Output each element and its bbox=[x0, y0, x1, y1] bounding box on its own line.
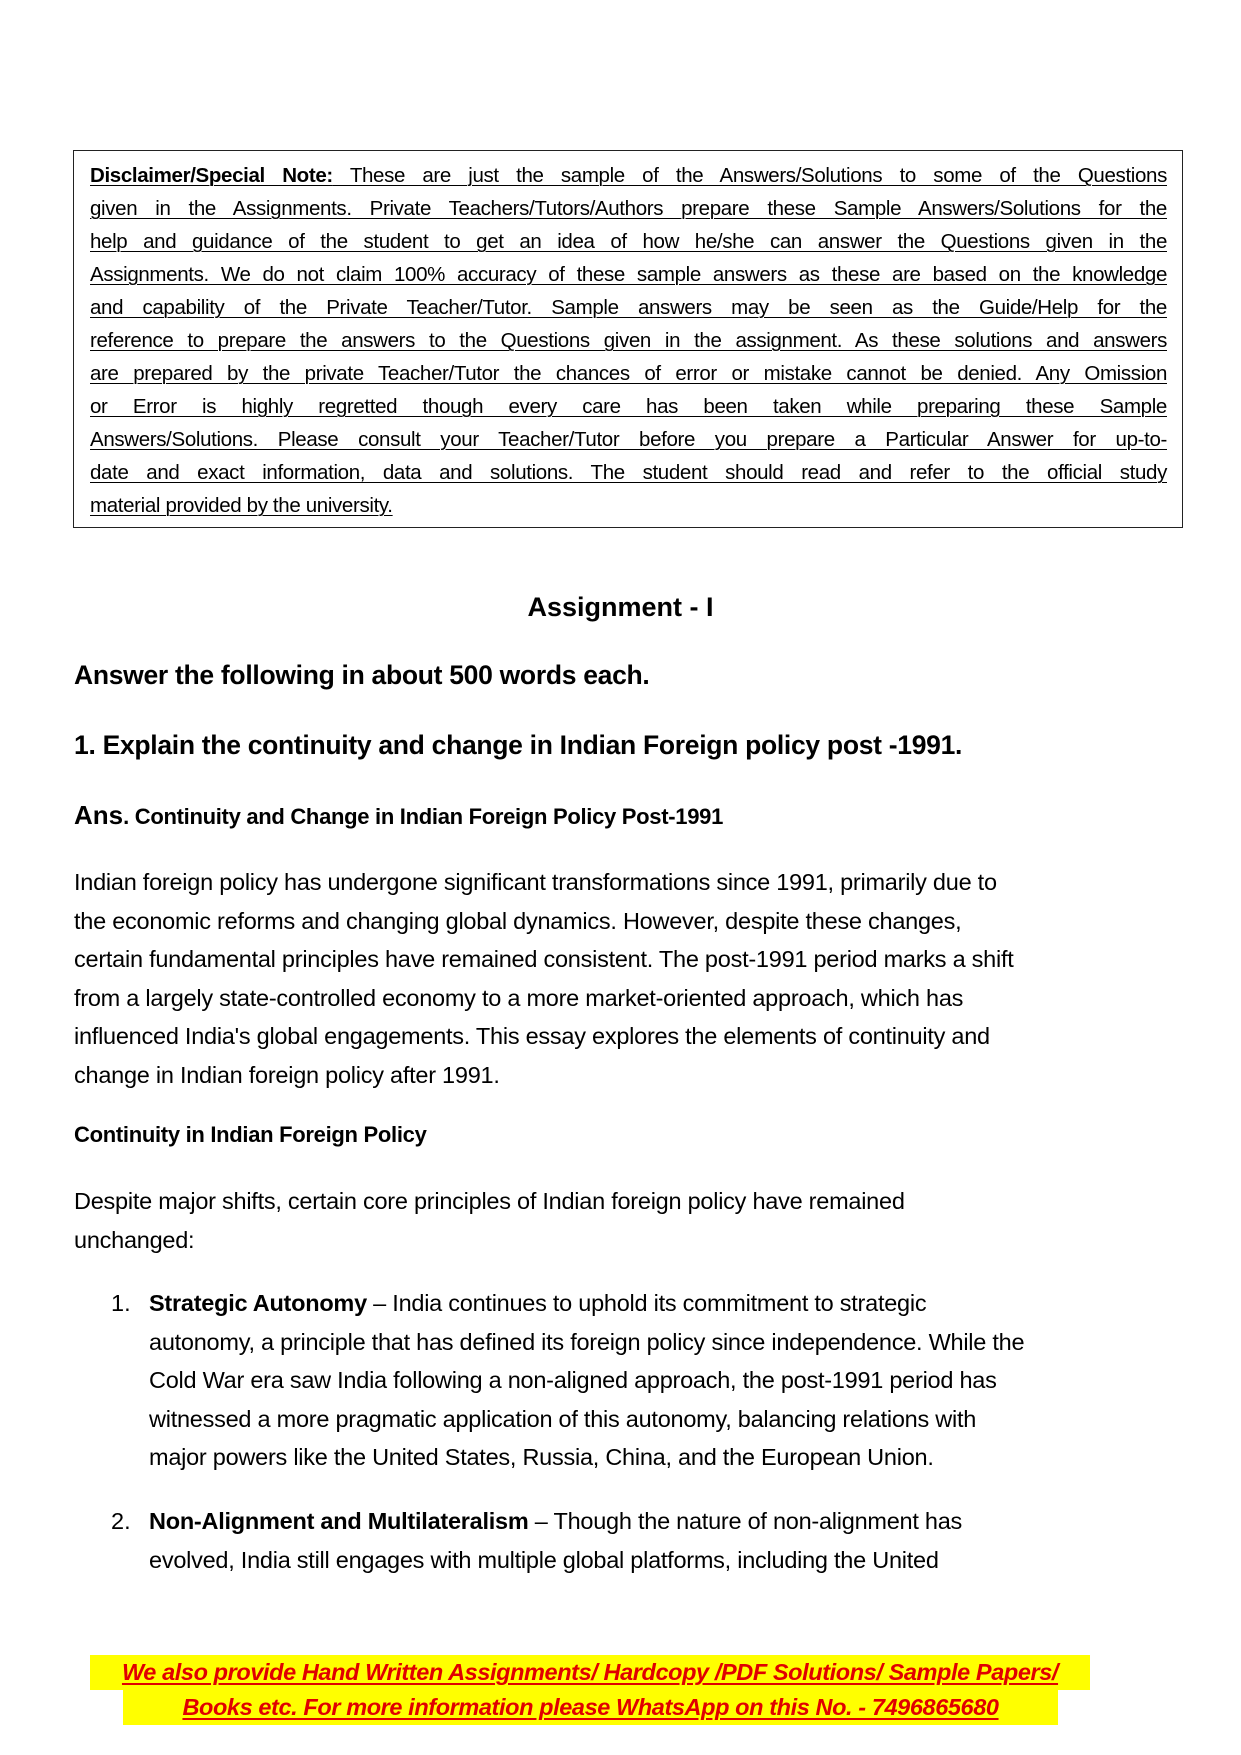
disclaimer-label: Disclaimer/Special Note: bbox=[90, 164, 333, 187]
paragraph-line: autonomy, a principle that has defined its foreign policy since independence. While the bbox=[149, 1328, 1025, 1355]
answer-prefix: Ans bbox=[74, 800, 124, 830]
disclaimer-line: Assignments. We do not claim 100% accuracy of these sample answers as these are based on the knowledge bbox=[90, 263, 1167, 286]
answer-title: Continuity and Change in Indian Foreign Policy Post-1991 bbox=[128, 804, 724, 829]
disclaimer-line: help and guidance of the student to get an idea of how he/she can answer the Questions given in the bbox=[90, 230, 1167, 253]
instruction-heading: Answer the following in about 500 words each. bbox=[74, 660, 650, 690]
disclaimer-line: and capability of the Private Teacher/Tutor. Sample answers may be seen as the Guide/Help for the bbox=[90, 296, 1167, 319]
section-heading: Continuity in Indian Foreign Policy bbox=[74, 1122, 427, 1147]
question-heading: 1. Explain the continuity and change in Indian Foreign policy post -1991. bbox=[74, 730, 963, 760]
disclaimer-line: Answers/Solutions. Please consult your Teacher/Tutor before you prepare a Particular Answer for up-to- bbox=[90, 428, 1167, 451]
paragraph-line: change in Indian foreign policy after 1991. bbox=[74, 1061, 500, 1088]
paragraph-line: evolved, India still engages with multiple global platforms, including the United bbox=[149, 1546, 939, 1573]
paragraph-line: the economic reforms and changing global dynamics. However, despite these changes, bbox=[74, 907, 962, 934]
disclaimer-line: Disclaimer/Special Note: These are just the sample of the Answers/Solutions to some of the Questions bbox=[90, 164, 1167, 187]
answer-heading: Ans. Continuity and Change in Indian Foreign Policy Post-1991 bbox=[74, 800, 724, 830]
paragraph-line: influenced India's global engagements. This essay explores the elements of continuity and bbox=[74, 1023, 990, 1049]
paragraph-line: unchanged: bbox=[74, 1226, 195, 1253]
paragraph-line: major powers like the United States, Russia, China, and the European Union. bbox=[149, 1444, 934, 1470]
list-item-term: Non-Alignment and Multilateralism bbox=[149, 1508, 529, 1534]
disclaimer-line: date and exact information, data and solutions. The student should read and refer to the official study bbox=[90, 461, 1167, 484]
disclaimer-line: given in the Assignments. Private Teachers/Tutors/Authors prepare these Sample Answers/Solutions for the bbox=[90, 197, 1167, 220]
disclaimer-line: reference to prepare the answers to the Questions given in the assignment. As these solutions and answers bbox=[90, 329, 1167, 352]
list-item-first-line: Non-Alignment and Multilateralism – Though the nature of non-alignment has bbox=[149, 1508, 963, 1534]
paragraph-line: certain fundamental principles have remained consistent. The post-1991 period marks a shift bbox=[74, 946, 1014, 972]
list-item-first-line: Strategic Autonomy – India continues to uphold its commitment to strategic bbox=[149, 1290, 927, 1316]
list-number: 2. bbox=[111, 1508, 131, 1534]
footer-promo-line: We also provide Hand Written Assignments/ Hardcopy /PDF Solutions/ Sample Papers/ bbox=[90, 1655, 1090, 1690]
assignment-title: Assignment - I bbox=[527, 592, 714, 622]
disclaimer-box bbox=[73, 150, 1183, 528]
paragraph-line: witnessed a more pragmatic application of this autonomy, balancing relations with bbox=[149, 1405, 977, 1432]
paragraph-line: Cold War era saw India following a non-aligned approach, the post-1991 period has bbox=[149, 1367, 997, 1393]
disclaimer-line: are prepared by the private Teacher/Tutor the chances of error or mistake cannot be denied. Any Omission bbox=[90, 362, 1167, 385]
disclaimer-line: or Error is highly regretted though every care has been taken while preparing these Sample bbox=[90, 395, 1167, 418]
list-item-term: Strategic Autonomy bbox=[149, 1290, 367, 1316]
paragraph-line: Indian foreign policy has undergone significant transformations since 1991, primarily due to bbox=[74, 869, 997, 895]
disclaimer-line: material provided by the university. bbox=[90, 494, 393, 517]
paragraph-line: Despite major shifts, certain core principles of Indian foreign policy have remained bbox=[74, 1188, 905, 1214]
list-number: 1. bbox=[111, 1290, 131, 1316]
paragraph-line: from a largely state-controlled economy to a more market-oriented approach, which has bbox=[74, 984, 964, 1011]
footer-promo-line: Books etc. For more information please WhatsApp on this No. - 7496865680 bbox=[123, 1690, 1058, 1725]
